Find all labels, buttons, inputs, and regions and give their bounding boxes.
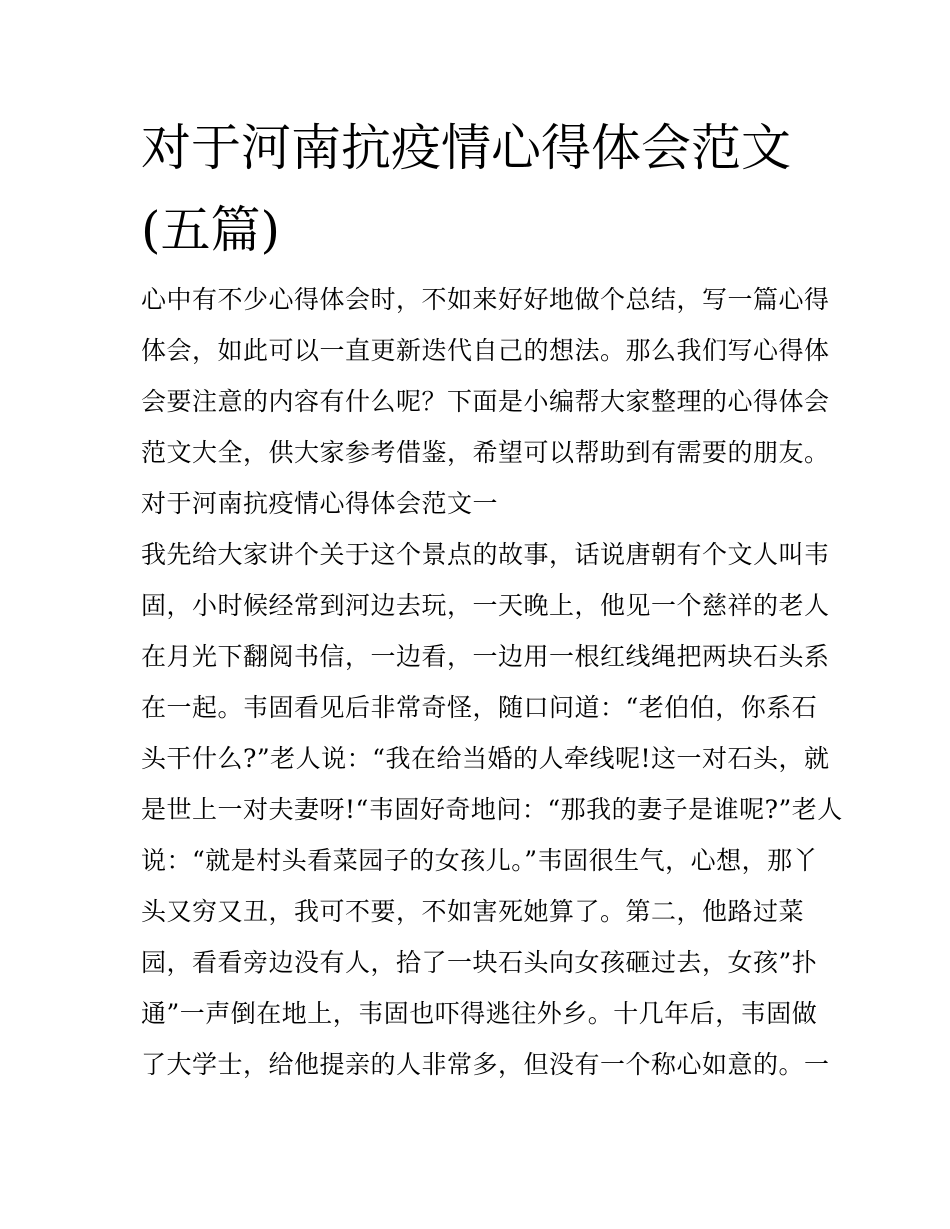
text-line: 体会，如此可以一直更新迭代自己的想法。那么我们写心得体 (141, 336, 830, 365)
text-line: 是世上一对夫妻呀!“韦固好奇地问：“那我的妻子是谁呢?”老人 (141, 795, 843, 824)
text-line: 头干什么?”老人说：“我在给当婚的人牵线呢!这一对石头，就 (141, 744, 830, 773)
text-line: 范文大全，供大家参考借鉴，希望可以帮助到有需要的朋友。 (141, 438, 830, 467)
text-line: 了大学士，给他提亲的人非常多，但没有一个称心如意的。一 (141, 1050, 830, 1079)
text-line: 说：“就是村头看菜园子的女孩儿。”韦固很生气，心想，那丫 (141, 846, 819, 875)
document-title-line-1: 对于河南抗疫情心得体会范文 (141, 119, 791, 177)
section-heading: 对于河南抗疫情心得体会范文一 (141, 489, 499, 518)
document-title-line-2: (五篇) (141, 201, 281, 259)
text-line: 头又穷又丑，我可不要，不如害死她算了。第二，他路过菜 (141, 897, 805, 926)
text-line: 在一起。韦固看见后非常奇怪，随口问道：“老伯伯，你系石 (141, 693, 818, 722)
text-line: 会要注意的内容有什么呢？下面是小编帮大家整理的心得体会 (141, 387, 830, 416)
text-line: 固，小时候经常到河边去玩，一天晚上，他见一个慈祥的老人 (141, 591, 830, 620)
text-line: 心中有不少心得体会时，不如来好好地做个总结，写一篇心得 (141, 285, 830, 314)
text-line: 在月光下翻阅书信，一边看，一边用一根红线绳把两块石头系 (141, 642, 830, 671)
text-line: 园，看看旁边没有人，拾了一块石头向女孩砸过去，女孩”扑 (141, 948, 818, 977)
text-line: 我先给大家讲个关于这个景点的故事，话说唐朝有个文人叫韦 (141, 540, 830, 569)
text-line: 通”一声倒在地上，韦固也吓得逃往外乡。十几年后，韦固做 (141, 999, 818, 1028)
